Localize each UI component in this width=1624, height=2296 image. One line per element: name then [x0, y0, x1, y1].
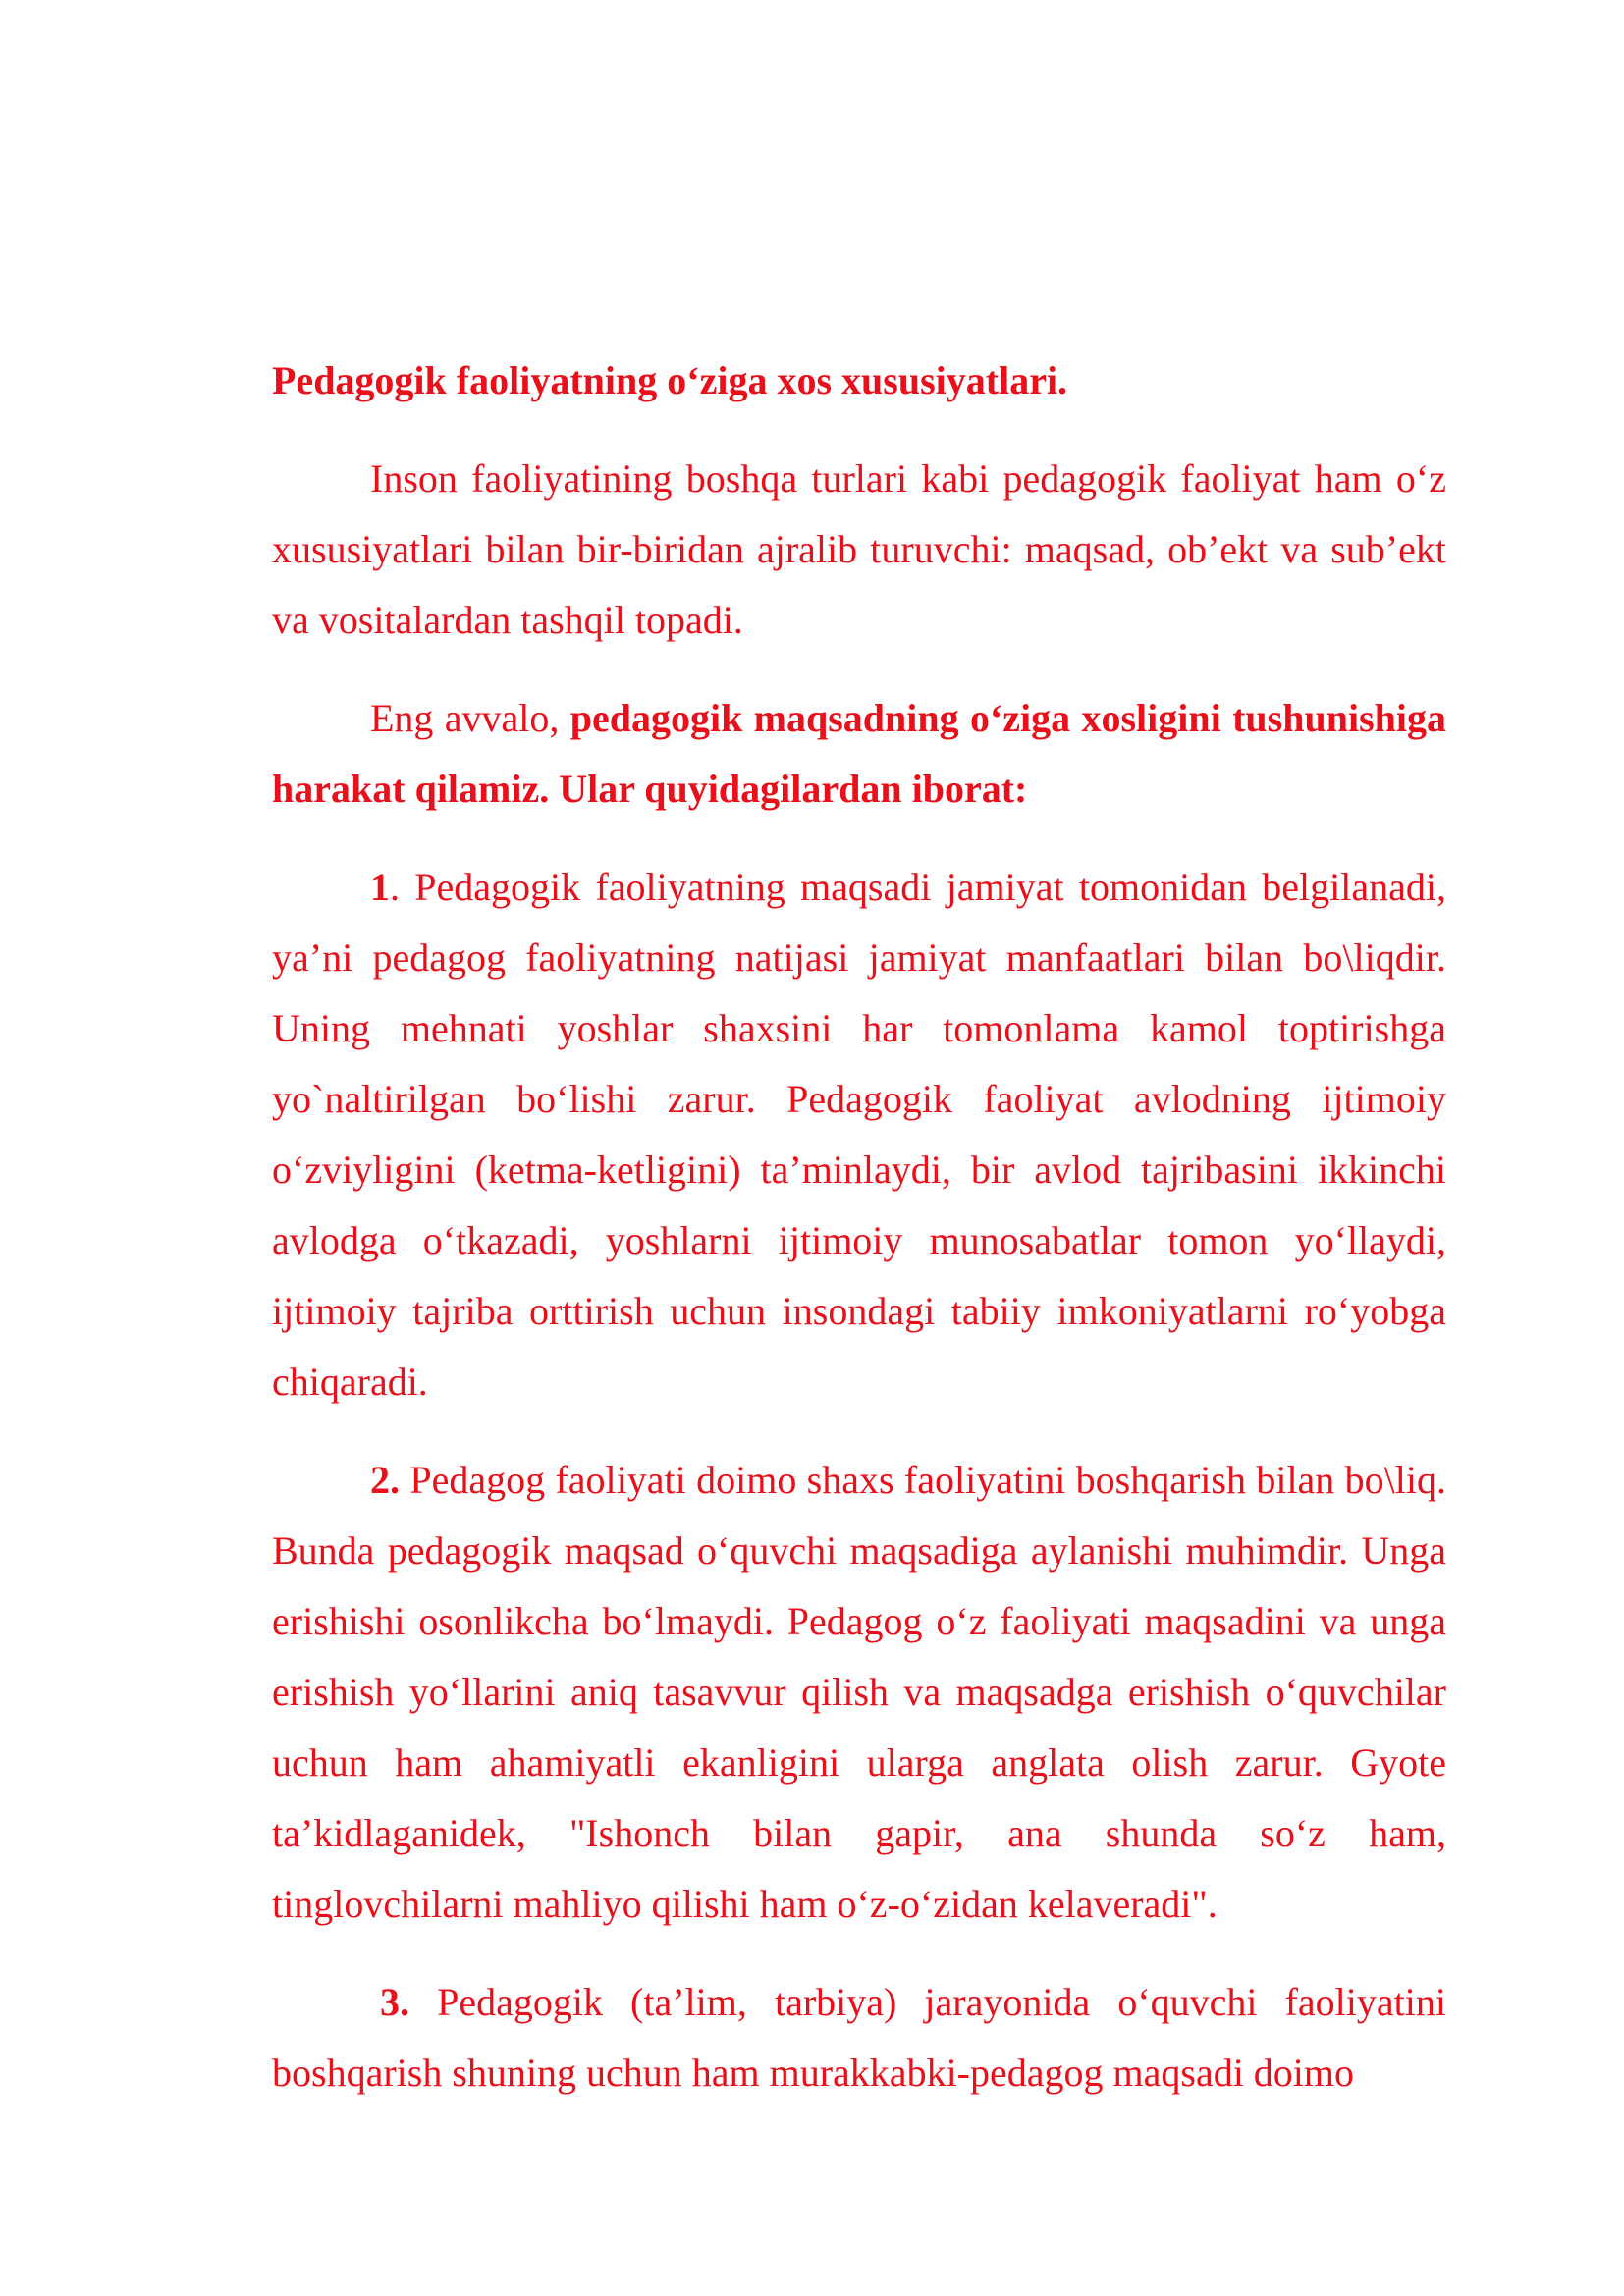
- paragraph-1: Inson faoliyatining boshqa turlari kabi pedagogik faoliyat ham o‘z xususiyatlari bilan bir-biridan ajralib turuvchi: maqsad, ob’ekt va sub’ekt va vositalardan tashqil topadi.: [272, 456, 1446, 642]
- list-item-2-number: 2.: [370, 1458, 400, 1502]
- document-body: [272, 346, 1446, 2136]
- list-item-1-text: . Pedagogik faoliyatning maqsadi jamiyat tomonidan belgilanadi, ya’ni pedagog faoliyatning natijasi jamiyat manfaatlari bilan bo\liqdir. Uning mehnati yoshlar shaxsini har tomonlama kamol toptirishga yo`naltirilgan bo‘lishi zarur. Pedagogik faoliyat avlodning ijtimoiy o‘zviyligini (ketma-ketligini) ta’minlaydi, bir avlod tajribasini ikkinchi avlodga o‘tkazadi, yoshlarni ijtimoiy munosabatlar tomon yo‘llaydi, ijtimoiy tajriba orttirish uchun insondagi tabiiy imkoniyatlarni ro‘yobga chiqaradi.: [272, 865, 1446, 1404]
- list-item-3: [272, 1967, 1446, 2109]
- list-item-2: [272, 1445, 1446, 1940]
- list-item-1-number: 1: [370, 865, 390, 909]
- list-item-2-text: Pedagog faoliyati doimo shaxs faoliyatini boshqarish bilan bo\liq. Bunda pedagogik maqsad o‘quvchi maqsadiga aylanishi muhimdir. Unga erishishi osonlikcha bo‘lmaydi. Pedagog o‘z faoliyati maqsadini va unga erishish yo‘llarini aniq tasavvur qilish va maqsadga erishish o‘quvchilar uchun ham ahamiyatli ekanligini ularga anglata olish zarur. Gyote ta’kidlaganidek, "Ishonch bilan gapir, ana shunda so‘z ham, tinglovchilarni mahliyo qilishi ham o‘z-o‘zidan kelaveradi".: [272, 1458, 1446, 1926]
- paragraph-2: [272, 683, 1446, 825]
- paragraph-2-intro: Eng avvalo,: [370, 696, 570, 740]
- list-item-1: [272, 852, 1446, 1417]
- document-heading: Pedagogik faoliyatning o‘ziga xos xususiyatlari.: [272, 358, 1068, 402]
- list-item-3-text: Pedagogik (ta’lim, tarbiya) jarayonida o‘quvchi faoliyatini boshqarish shuning uchun ham murakkabki-pedagog maqsadi doimo: [272, 1980, 1446, 2095]
- paragraph-2-bold: pedagogik maqsadning o‘ziga xosligini tushunishiga harakat qilamiz. Ular quyidagilardan iborat:: [272, 696, 1446, 811]
- list-item-3-number: 3.: [380, 1980, 409, 2024]
